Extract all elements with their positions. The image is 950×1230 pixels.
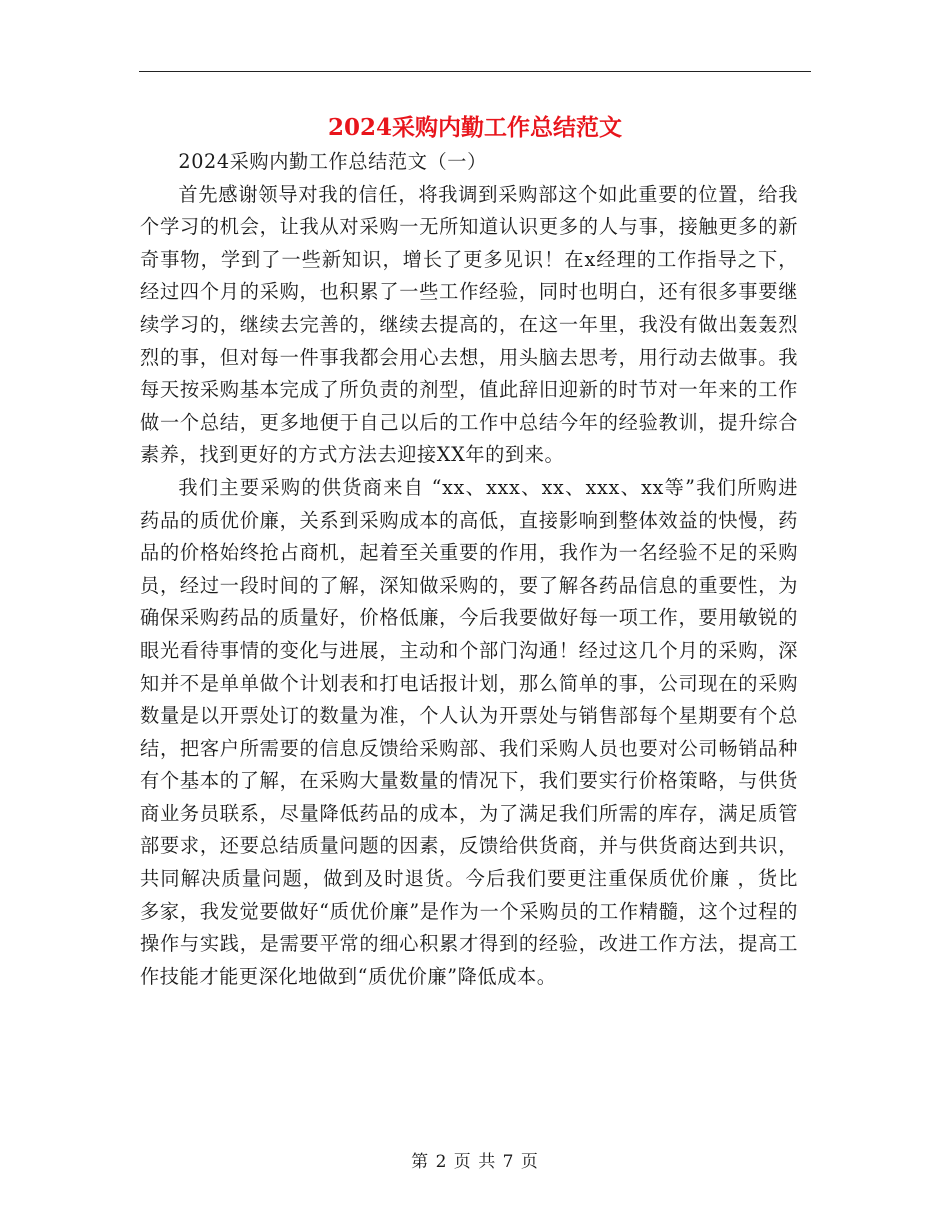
header-rule (139, 71, 811, 72)
section-heading: 2024采购内勤工作总结范文（一） (178, 150, 487, 173)
paragraph: 首先感谢领导对我的信任，将我调到采购部这个如此重要的位置，给我个学习的机会，让我从对采购一无所知道认识更多的人与事，接触更多的新奇事物，学到了一些新知识，增长了更多见识！在x经理的工作指导之下，经过四个月的采购，也积累了一些工作经验，同时也明白，还有很多事要继续学习的，继续去完善的，继续去提高的，在这一年里，我没有做出轰轰烈烈的事，但对每一件事我都会用心去想，用头脑去思考，用行动去做事。我每天按采购基本完成了所负责的剂型，值此辞旧迎新的时节对一年来的工作做一个总结，更多地便于自己以后的工作中总结今年的经验教训，提升综合素养，找到更好的方式方法去迎接XX年的到来。 (140, 182, 798, 467)
paragraph: 我们主要采购的供货商来自 “xx、xxx、xx、xxx、xx等”我们所购进药品的质优价廉，关系到采购成本的高低，直接影响到整体效益的快慢，药品的价格始终抢占商机，起着至关重要的作用，我作为一名经验不足的采购员，经过一段时间的了解，深知做采购的，要了解各药品信息的重要性，为确保采购药品的质量好，价格低廉，今后我要做好每一项工作，要用敏锐的眼光看待事情的变化与进展，主动和个部门沟通！经过这几个月的采购，深知并不是单单做个计划表和打电话报计划，那么简单的事，公司现在的采购数量是以开票处订的数量为准，个人认为开票处与销售部每个星期要有个总结，把客户所需要的信息反馈给采购部、我们采购人员也要对公司畅销品种有个基本的了解，在采购大量数量的情况下，我们要实行价格策略，与供货商业务员联系，尽量降低药品的成本，为了满足我们所需的库存，满足质管部要求，还要总结质量问题的因素，反馈给供货商，并与供货商达到共识，共同解决质量问题，做到及时退货。今后我们要更注重保质优价廉 ，货比多家，我发觉要做好“质优价廉”是作为一个采购员的工作精髓，这个过程的操作与实践，是需要平常的细心积累才得到的经验，改进工作方法，提高工作技能才能更深化地做到“质优价廉”降低成本。 (140, 475, 798, 988)
page-number: 第 2 页 共 7 页 (411, 1152, 539, 1172)
document-title: 2024采购内勤工作总结范文 (327, 114, 622, 141)
document-body (140, 146, 798, 993)
